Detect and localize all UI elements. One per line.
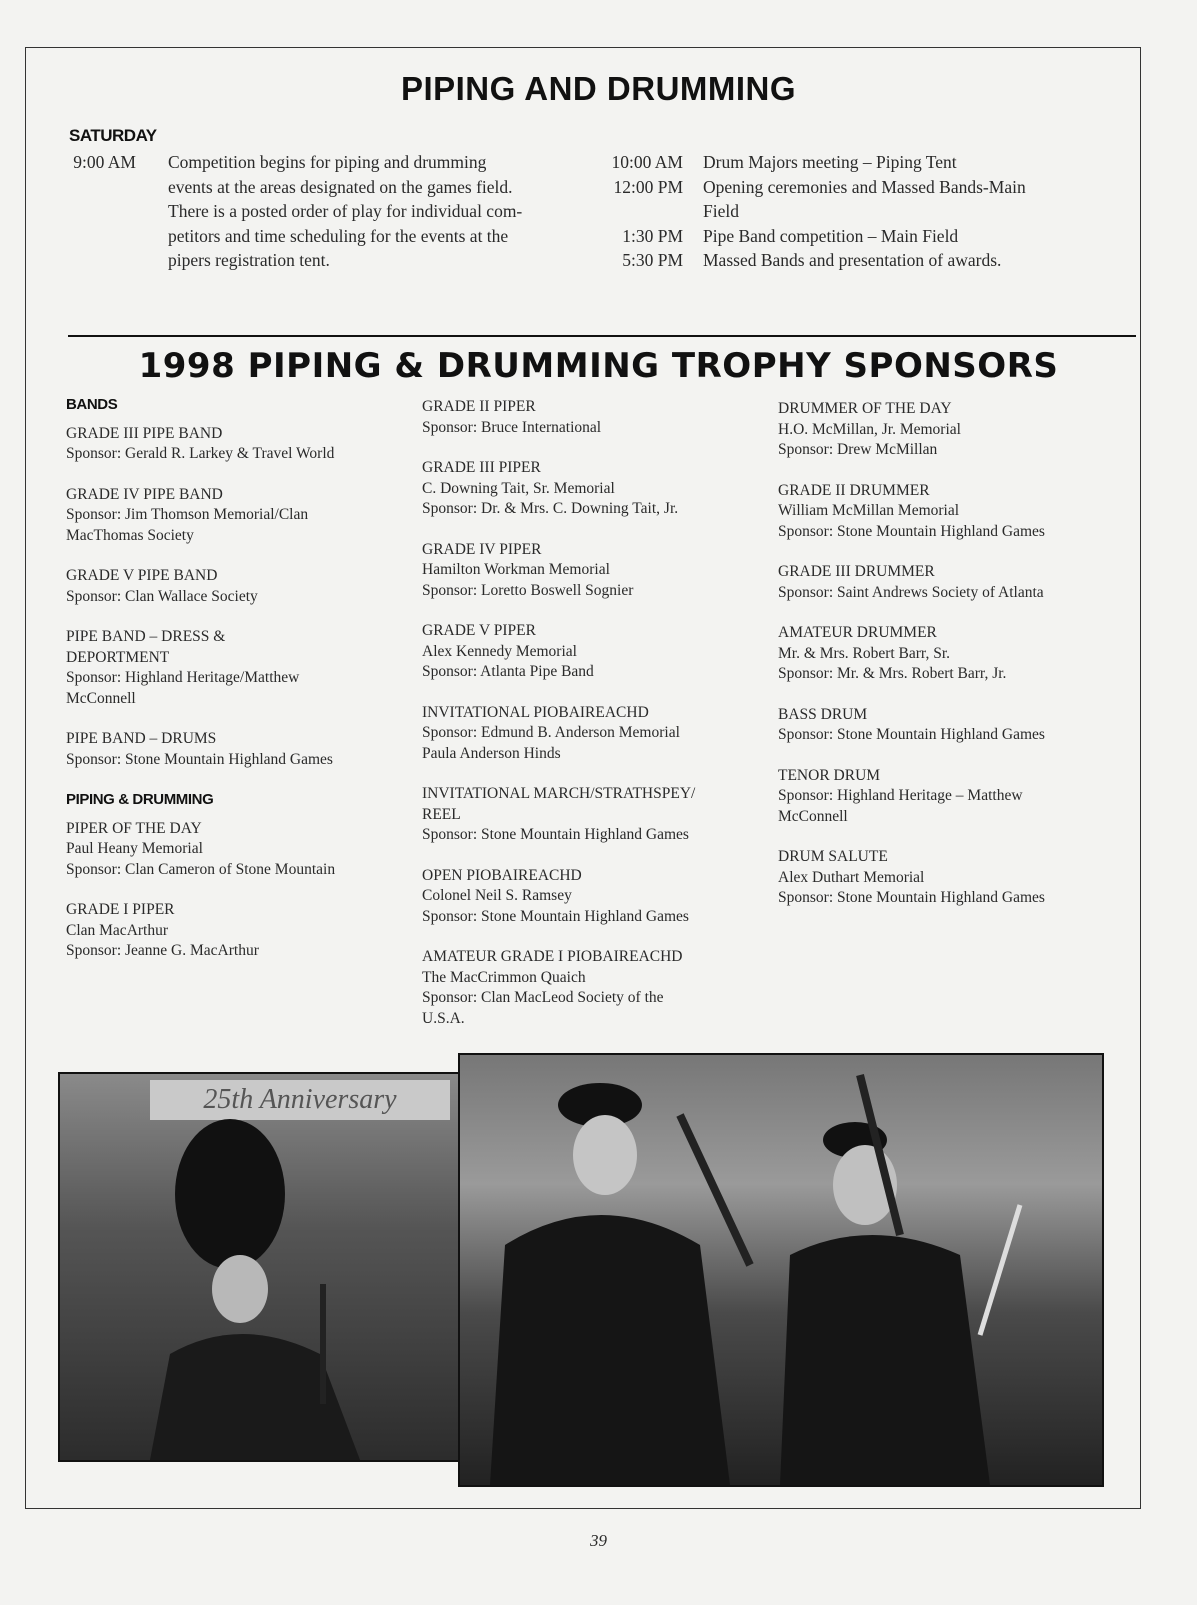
sponsor-line: Alex Duthart Memorial: [778, 868, 925, 886]
section-heading: PIPING & DRUMMING: [66, 791, 214, 808]
sponsor-line: PIPER OF THE DAY: [66, 819, 202, 837]
sponsor-line: PIPE BAND – DRESS &: [66, 628, 226, 645]
schedule-day: SATURDAY: [69, 126, 157, 145]
sponsor-line: The MacCrimmon Quaich: [422, 968, 586, 986]
schedule-time: 9:00 AM: [73, 152, 136, 172]
sponsor-line: MacThomas Society: [66, 526, 194, 544]
sponsor-entry: [422, 540, 762, 602]
sponsor-line: INVITATIONAL MARCH/STRATHSPEY/: [422, 785, 696, 802]
sponsor-line: McConnell: [778, 807, 848, 825]
sponsor-entry: [422, 866, 762, 928]
sponsor-line: Paul Heany Memorial: [66, 840, 203, 857]
sponsor-line: Sponsor: Edmund B. Anderson Memorial: [422, 724, 680, 741]
sponsor-column-3: [778, 399, 1118, 929]
sponsor-line: Sponsor: Dr. & Mrs. C. Downing Tait, Jr.: [422, 500, 679, 517]
sponsor-entry: [66, 485, 416, 547]
sponsor-line: TENOR DRUM: [778, 766, 881, 784]
schedule-time: 1:30 PM: [622, 225, 683, 246]
schedule-text: Field: [703, 201, 739, 221]
sponsor-line: GRADE I PIPER: [66, 901, 175, 918]
section-heading: BANDS: [66, 396, 118, 413]
sponsor-entry: [778, 481, 1118, 543]
sponsor-line: Sponsor: Clan Cameron of Stone Mountain: [66, 860, 336, 878]
sponsor-line: Sponsor: Stone Mountain Highland Games: [66, 750, 333, 768]
schedule-text: Competition begins for piping and drumming: [168, 152, 487, 172]
sponsor-entry: [66, 627, 416, 709]
sponsor-line: GRADE V PIPE BAND: [66, 567, 218, 584]
photo-drummer-bearskin: [58, 1072, 482, 1462]
sponsor-entry: [66, 424, 416, 465]
sponsor-line: Sponsor: Stone Mountain Highland Games: [778, 726, 1045, 743]
sponsor-line: Sponsor: Saint Andrews Society of Atlanta: [778, 583, 1044, 601]
sponsor-line: Sponsor: Mr. & Mrs. Robert Barr, Jr.: [778, 665, 1007, 682]
sponsor-entry: [778, 766, 1118, 828]
schedule-text: Pipe Band competition – Main Field: [703, 225, 959, 246]
sponsor-column-2: [422, 397, 762, 1049]
sponsor-line: GRADE III DRUMMER: [778, 563, 935, 580]
sponsor-line: INVITATIONAL PIOBAIREACHD: [422, 703, 649, 721]
schedule-text: Opening ceremonies and Massed Bands-Main: [703, 176, 1026, 197]
sponsor-entry: [422, 703, 762, 765]
sponsor-entry: [778, 562, 1118, 603]
sponsor-line: PIPE BAND – DRUMS: [66, 730, 217, 747]
sponsor-line: Sponsor: Highland Heritage/Matthew: [66, 669, 300, 686]
sponsor-line: DEPORTMENT: [66, 648, 170, 666]
sponsor-line: Sponsor: Gerald R. Larkey & Travel World: [66, 445, 335, 462]
photo-two-pipers: [458, 1053, 1104, 1487]
sponsor-line: Sponsor: Stone Mountain Highland Games: [422, 907, 689, 925]
schedule-text: petitors and time scheduling for the events at the: [168, 225, 509, 246]
sponsor-line: Clan MacArthur: [66, 921, 169, 939]
page-title: PIPING AND DRUMMING: [400, 70, 797, 107]
sponsor-line: GRADE II DRUMMER: [778, 481, 930, 499]
sponsor-entry: [66, 819, 416, 881]
sponsor-line: Sponsor: Stone Mountain Highland Games: [422, 826, 689, 843]
sponsor-entry: [422, 947, 762, 1029]
schedule-time: 5:30 PM: [622, 250, 683, 270]
sponsors-title: 1998 PIPING & DRUMMING TROPHY SPONSORS: [138, 346, 1059, 386]
sponsor-line: Sponsor: Jim Thomson Memorial/Clan: [66, 506, 309, 523]
schedule-text: events at the areas designated on the games field.: [168, 176, 513, 197]
schedule-text: There is a posted order of play for individual com-: [168, 201, 523, 221]
sponsor-entry: [422, 397, 762, 438]
sponsor-line: GRADE III PIPE BAND: [66, 424, 223, 442]
schedule-text: Drum Majors meeting – Piping Tent: [703, 152, 957, 172]
photo-banner: 25th Anniversary: [150, 1080, 450, 1120]
sponsor-entry: [66, 729, 416, 770]
schedule-text: pipers registration tent.: [168, 250, 330, 270]
sponsor-line: Sponsor: Clan Wallace Society: [66, 587, 258, 605]
sponsor-line: GRADE III PIPER: [422, 459, 541, 476]
sponsor-line: Sponsor: Highland Heritage – Matthew: [778, 787, 1023, 804]
sponsor-entry: [66, 566, 416, 607]
sponsor-line: Sponsor: Stone Mountain Highland Games: [778, 522, 1045, 540]
sponsor-line: REEL: [422, 805, 461, 823]
sponsor-line: BASS DRUM: [778, 705, 868, 723]
sponsor-line: Sponsor: Stone Mountain Highland Games: [778, 889, 1045, 906]
sponsor-line: U.S.A.: [422, 1009, 465, 1027]
sponsor-line: Sponsor: Bruce International: [422, 418, 602, 436]
schedule-time: 12:00 PM: [613, 176, 683, 197]
sponsor-column-1: [66, 395, 416, 982]
sponsor-line: William McMillan Memorial: [778, 502, 960, 519]
sponsor-entry: [778, 623, 1118, 685]
sponsor-entry: [422, 458, 762, 520]
sponsor-line: AMATEUR DRUMMER: [778, 624, 937, 641]
sponsor-line: Mr. & Mrs. Robert Barr, Sr.: [778, 644, 951, 662]
sponsor-line: Sponsor: Drew McMillan: [778, 441, 938, 458]
sponsor-line: Hamilton Workman Memorial: [422, 561, 610, 578]
sponsor-line: Paula Anderson Hinds: [422, 744, 561, 762]
sponsor-line: AMATEUR GRADE I PIOBAIREACHD: [422, 948, 683, 965]
sponsor-entry: [66, 900, 416, 962]
sponsor-line: Sponsor: Clan MacLeod Society of the: [422, 989, 664, 1006]
sponsor-line: GRADE IV PIPER: [422, 540, 542, 558]
sponsor-line: Sponsor: Loretto Boswell Sognier: [422, 581, 634, 599]
sponsor-line: DRUM SALUTE: [778, 848, 888, 865]
schedule-text: Massed Bands and presentation of awards.: [703, 250, 1002, 270]
sponsor-line: GRADE IV PIPE BAND: [66, 485, 223, 503]
sponsor-entry: [778, 399, 1118, 461]
sponsor-entry: [778, 705, 1118, 746]
sponsor-line: H.O. McMillan, Jr. Memorial: [778, 420, 961, 438]
divider: [68, 335, 1136, 337]
sponsor-line: DRUMMER OF THE DAY: [778, 400, 952, 417]
sponsor-entry: [422, 621, 762, 683]
schedule-time: 10:00 AM: [611, 152, 683, 172]
sponsor-entry: [778, 847, 1118, 909]
sponsor-line: Sponsor: Jeanne G. MacArthur: [66, 942, 259, 959]
sponsor-entry: [422, 784, 762, 846]
sponsor-line: Colonel Neil S. Ramsey: [422, 887, 572, 904]
sponsor-line: Alex Kennedy Memorial: [422, 642, 577, 660]
sponsor-line: Sponsor: Atlanta Pipe Band: [422, 663, 594, 680]
sponsor-line: C. Downing Tait, Sr. Memorial: [422, 479, 615, 497]
sponsor-line: OPEN PIOBAIREACHD: [422, 866, 582, 884]
sponsor-line: McConnell: [66, 689, 136, 707]
page-number: 39: [590, 1531, 607, 1550]
sponsor-line: GRADE II PIPER: [422, 398, 536, 415]
sponsor-line: GRADE V PIPER: [422, 622, 536, 639]
